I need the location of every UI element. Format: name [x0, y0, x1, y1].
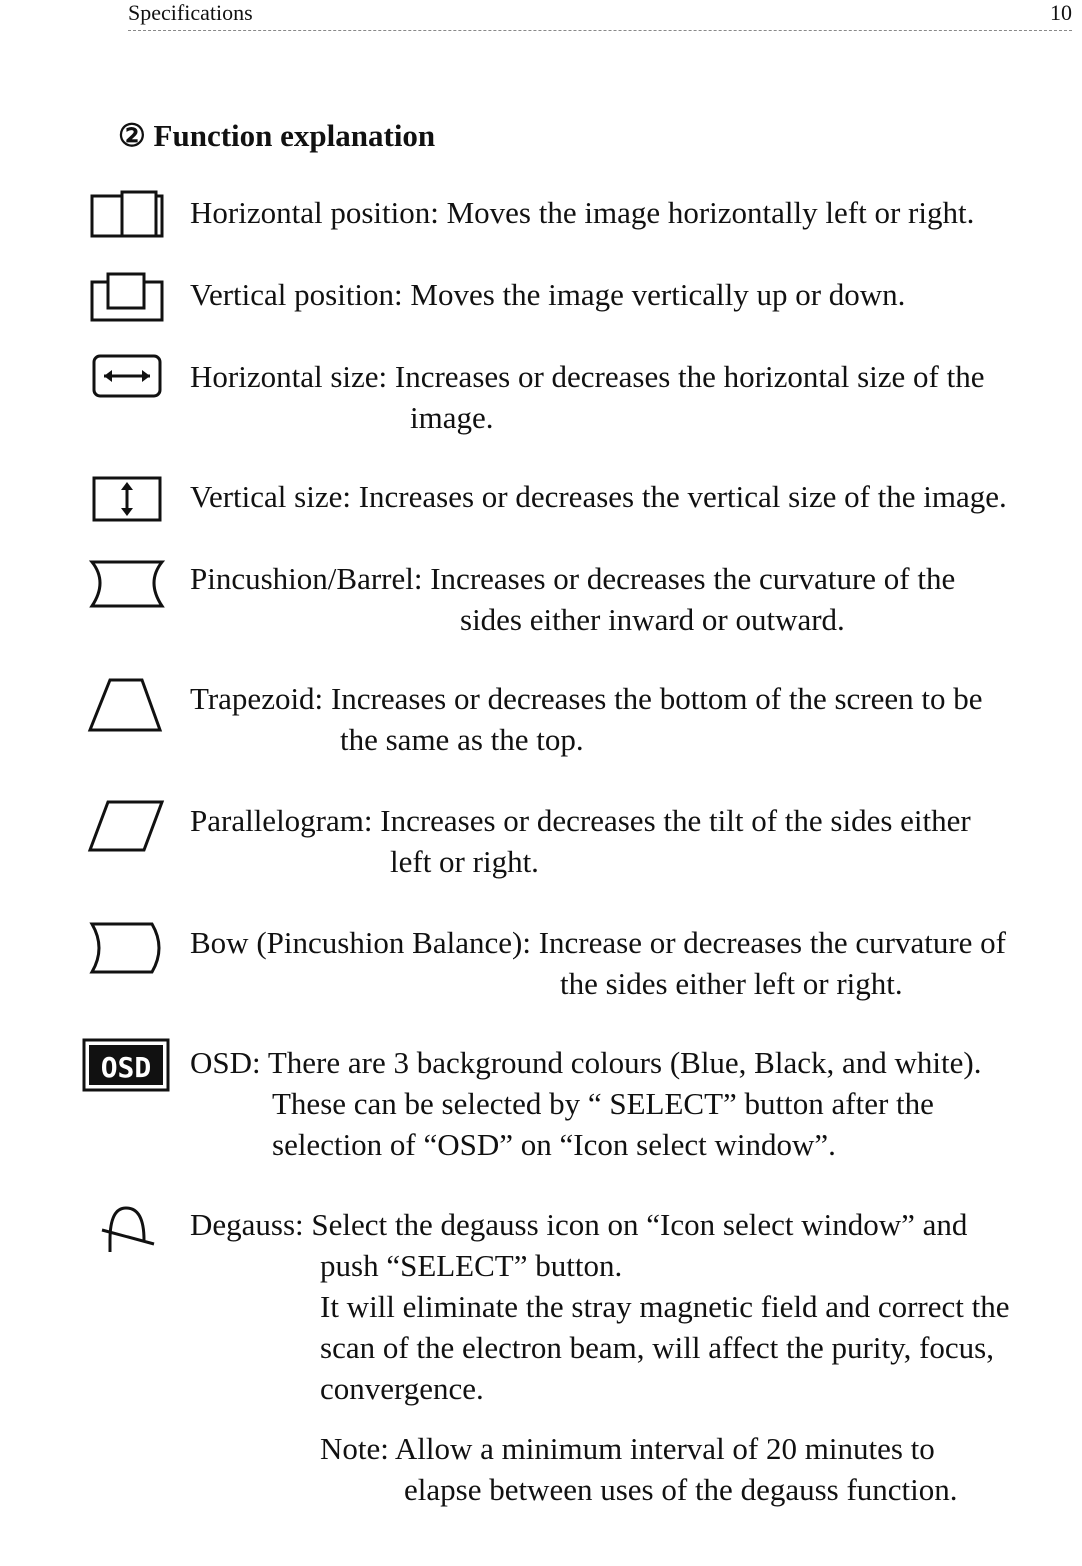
- vertical-position-icon: [82, 270, 172, 330]
- item-line-cont: It will eliminate the stray magnetic field and correct the: [320, 1289, 1010, 1324]
- item-line-cont: image.: [410, 400, 494, 435]
- item-label: Vertical size:: [190, 479, 351, 514]
- note-line: Allow a minimum interval of 20 minutes to: [394, 1431, 935, 1466]
- note-label: Note:: [320, 1431, 389, 1466]
- item-label: Trapezoid:: [190, 681, 324, 716]
- item-label: Bow (Pincushion Balance):: [190, 925, 531, 960]
- item-line-cont: scan of the electron beam, will affect the purity, focus,: [320, 1330, 994, 1365]
- header-rule: [128, 30, 1072, 31]
- item-line: Increase or decreases the curvature of: [538, 925, 1007, 960]
- item-label: Horizontal size:: [190, 359, 388, 394]
- item-label: Horizontal position:: [190, 195, 439, 230]
- header-page-number: 10: [1050, 0, 1072, 25]
- item-line: Increases or decreases the tilt of the sides either: [380, 803, 971, 838]
- item-line-cont: push “SELECT” button.: [320, 1248, 623, 1283]
- section-title: ② Function explanation: [118, 118, 436, 153]
- item-line: Increases or decreases the horizontal size of the: [394, 359, 985, 394]
- item-line: Select the degauss icon on “Icon select window” and: [311, 1207, 968, 1242]
- horizontal-position-icon: [82, 188, 172, 248]
- degauss-icon: [82, 1200, 172, 1260]
- header-section-name: Specifications: [128, 0, 253, 25]
- trapezoid-icon: [82, 674, 172, 734]
- osd-icon-text: OSD: [100, 1051, 152, 1084]
- item-line-cont: selection of “OSD” on “Icon select window”.: [272, 1127, 836, 1162]
- item-line-cont: These can be selected by “ SELECT” button after the: [272, 1086, 934, 1121]
- item-line: Moves the image horizontally left or right.: [446, 195, 975, 230]
- bow-icon: [82, 918, 172, 978]
- osd-icon: [82, 1038, 172, 1098]
- page-header: [0, 0, 1082, 40]
- vertical-size-icon: [82, 472, 172, 532]
- item-label: Parallelogram:: [190, 803, 373, 838]
- item-label: Pincushion/Barrel:: [190, 561, 423, 596]
- item-label: Degauss:: [190, 1207, 304, 1242]
- item-line: There are 3 background colours (Blue, Black, and white).: [267, 1045, 982, 1080]
- horizontal-size-icon: [82, 352, 172, 412]
- item-line: Increases or decreases the curvature of the: [430, 561, 956, 596]
- item-label: OSD:: [190, 1045, 261, 1080]
- pincushion-icon: [82, 554, 172, 614]
- item-line-cont: the sides either left or right.: [560, 966, 903, 1001]
- parallelogram-icon: [82, 796, 172, 856]
- item-line: Increases or decreases the bottom of the screen to be: [330, 681, 983, 716]
- item-line-cont: the same as the top.: [340, 722, 584, 757]
- item-line-cont: sides either inward or outward.: [460, 602, 845, 637]
- item-line: Moves the image vertically up or down.: [410, 277, 906, 312]
- item-line: Increases or decreases the vertical size of the image.: [358, 479, 1007, 514]
- note-line-cont: elapse between uses of the degauss function.: [404, 1472, 958, 1507]
- item-line-cont: left or right.: [390, 844, 539, 879]
- item-label: Vertical position:: [190, 277, 403, 312]
- item-line-cont: convergence.: [320, 1371, 484, 1406]
